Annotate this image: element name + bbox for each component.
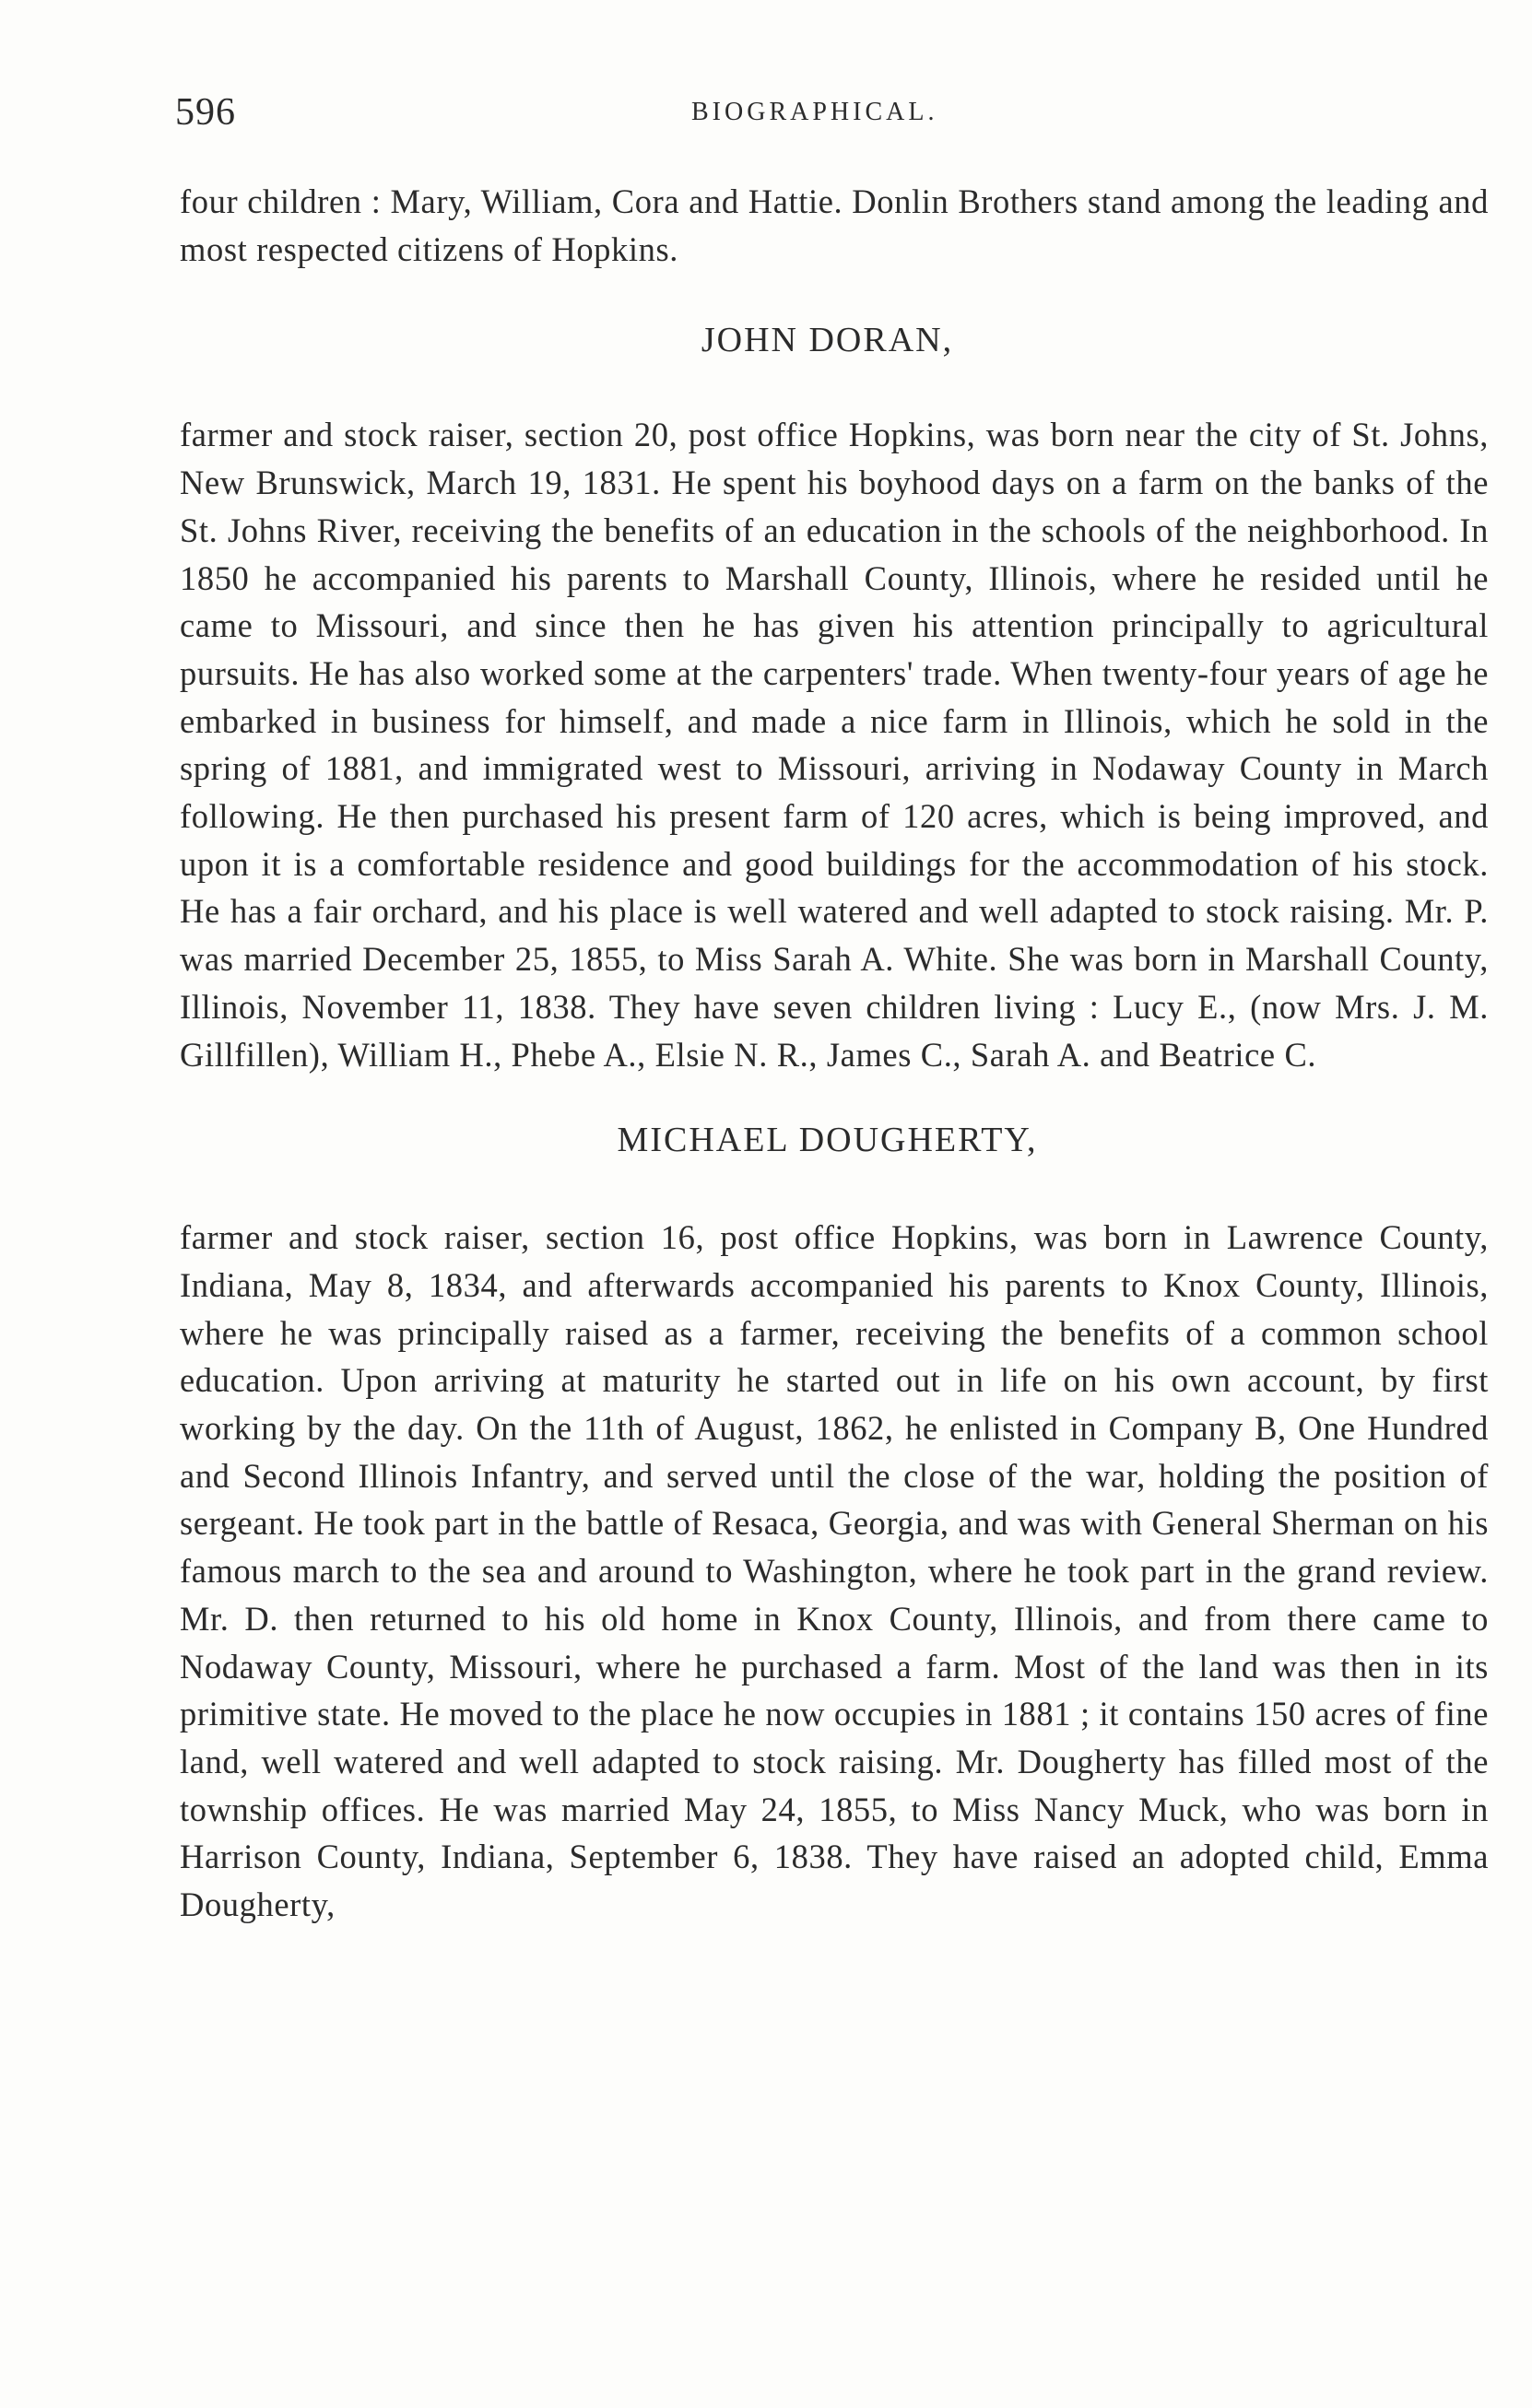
biography-john-doran: farmer and stock raiser, section 20, post office Hopkins, was born near the city of St. Johns, New Brunswick, March 19, 1831. He spent his boyhood days on a farm on the banks of the St. Johns River, receiving the benefits of an education in the schools of the neighborhood. In 1850 he accompanied his parents to Marshall County, Illinois, where he resided until he came to Missouri, and since then he has given his attention principally to agricultural pursuits. He has also worked some at the carpenters' trade. When twenty-four years of age he embarked in business for himself, and made a nice farm in Illinois, which he sold in the spring of 1881, and immigrated west to Missouri, arriving in Nodaway County in March following. He then purchased his present farm of 120 acres, which is being improved, and upon it is a comfortable residence and good buildings for the accommodation of his stock. He has a fair orchard, and his place is well watered and well adapted to stock raising. Mr. P. was married December 25, 1855, to Miss Sarah A. White. She was born in Marshall County, Illinois, November 11, 1838. They have seven children living : Lucy E., (now Mrs. J. M. Gillfillen), William H., Phebe A., Elsie N. R., James C., Sarah A. and Beatrice C. [180, 416, 1489, 1074]
page-number: 596 [175, 91, 236, 134]
continuation-paragraph: four children : Mary, William, Cora and Hattie. Donlin Brothers stand among the leading and most respected citizens of Hopkins. [180, 182, 1489, 268]
page-body [180, 178, 1489, 1929]
biography-michael-dougherty: farmer and stock raiser, section 16, post office Hopkins, was born in Lawrence County, Indiana, May 8, 1834, and afterwards accompanied his parents to Knox County, Illinois, where he was principally raised as a farmer, receiving the benefits of a common school education. Upon arriving at maturity he started out in life on his own account, by first working by the day. On the 11th of August, 1862, he enlisted in Company B, One Hundred and Second Illinois Infantry, and served until the close of the war, holding the position of sergeant. He took part in the battle of Resaca, Georgia, and was with General Sherman on his famous march to the sea and around to Washington, where he took part in the grand review. Mr. D. then returned to his old home in Knox County, Illinois, and from there came to Nodaway County, Missouri, where he purchased a farm. Most of the land was then in its primitive state. He moved to the place he now occupies in 1881 ; it contains 150 acres of fine land, well watered and well adapted to stock raising. Mr. Dougherty has filled most of the township offices. He was married May 24, 1855, to Miss Nancy Muck, who was born in Harrison County, Indiana, September 6, 1838. They have raised an adopted child, Emma Dougherty, [180, 1218, 1489, 1924]
heading-john-doran: JOHN DORAN, [701, 321, 954, 360]
heading-michael-dougherty: MICHAEL DOUGHERTY, [617, 1121, 1038, 1160]
running-head: BIOGRAPHICAL. [691, 98, 938, 126]
page-header [175, 90, 1484, 136]
